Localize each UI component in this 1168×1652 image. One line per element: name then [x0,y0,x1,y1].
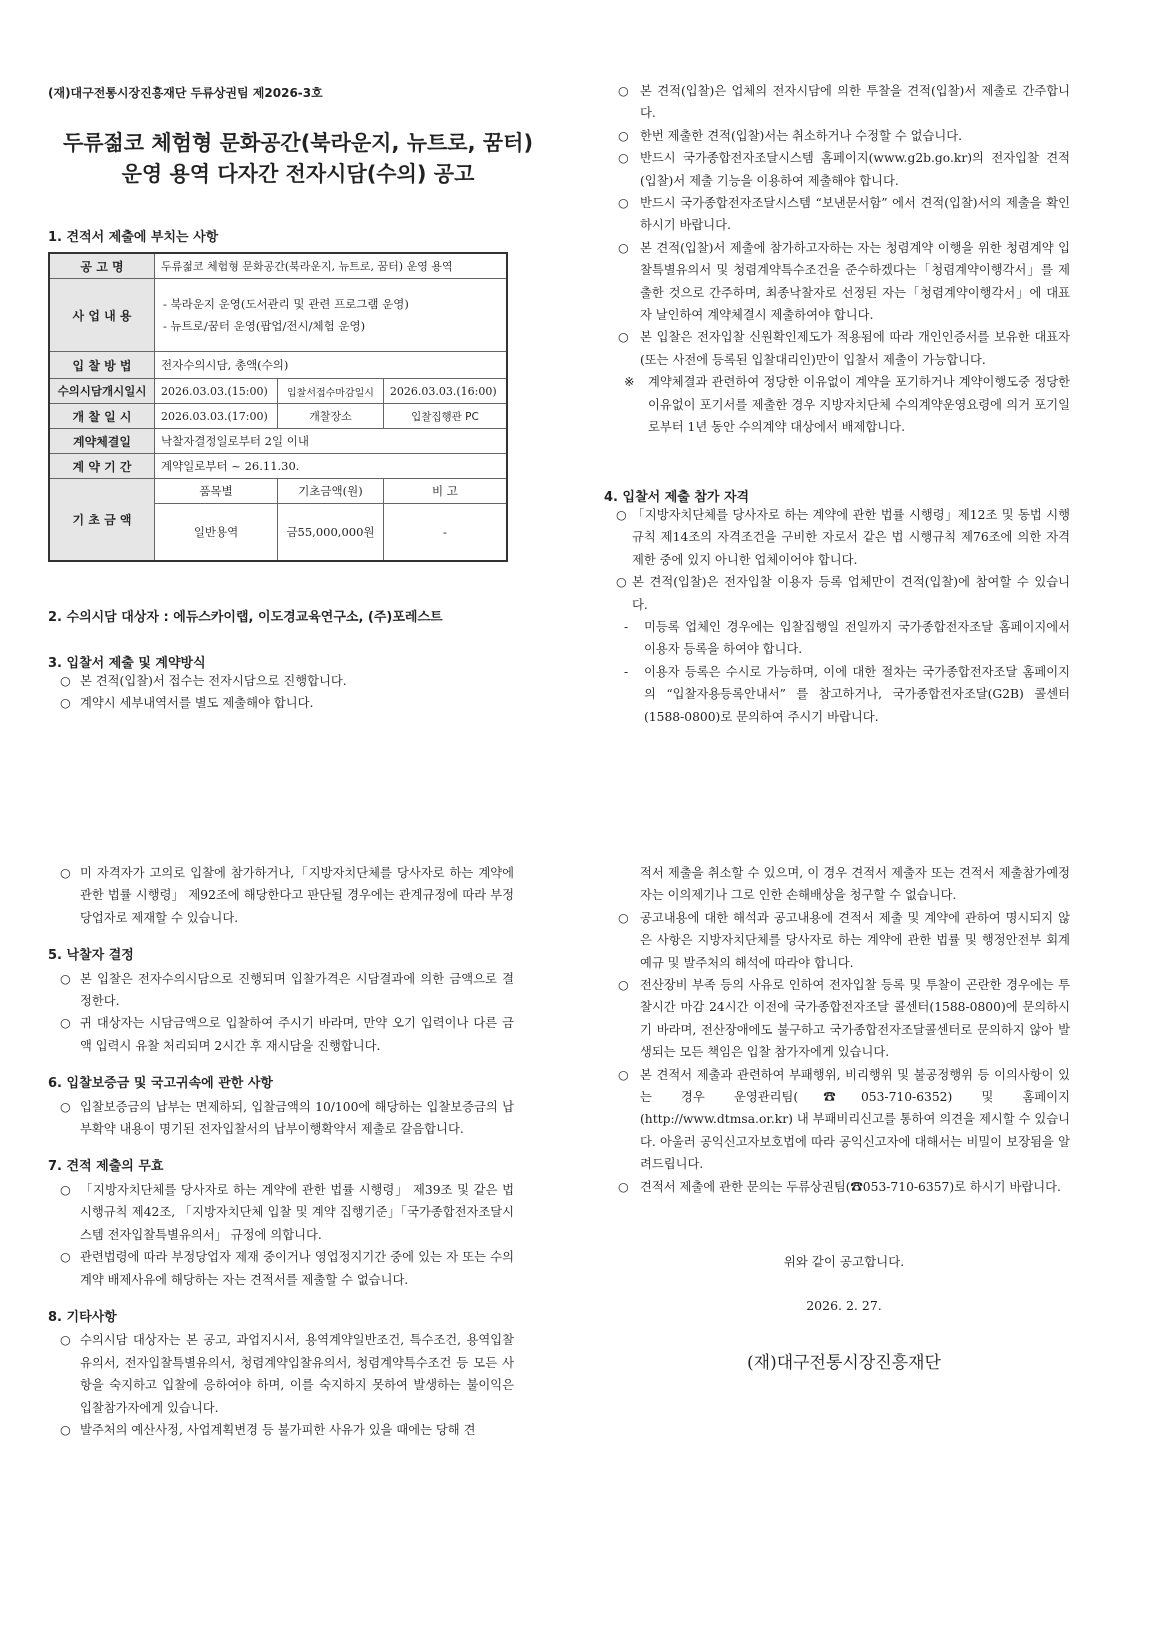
section-7-heading: 7. 견적 제출의 무효 [48,1159,164,1175]
bullet-text: 「지방자치단체를 당사자로 하는 계약에 관한 법률 시행령」 제39조 및 같은 법 시행규칙 제42조, 「지방자치단체 입찰 및 계약 집행기준」「국가종합전자조달시스템 전자입찰특별유의서」 규정에 의합니다. [80,1182,514,1242]
document-number: (재)대구전통시장진흥재단 두류상권팀 제2026-3호 [48,86,323,100]
section-4-heading: 4. 입찰서 제출 참가 자격 [604,490,750,505]
circle-bullet-icon: ○ [618,330,629,345]
bullet-text: 본 견적(입찰)서 제출에 참가하고자하는 자는 청렴계약 이행을 위한 청렴계약 입찰특별유의서 및 청렴계약특수조건을 준수하겠다는「청렴계약이행각서」를 제출한 것으로 간주하며, 최종낙찰자로 선정된 자는「청렴계약이행각서」에 대표자 날인하여 계약체결시 제출하여야 합니다. [640,240,1070,323]
circle-bullet-icon: ○ [618,978,629,993]
label-business-content: 사 업 내 용 [49,279,155,352]
header-base-amount: 기초금액(원) [278,479,384,504]
bullet-text: 반드시 국가종합전자조달시스템 홈페이지(www.g2b.go.kr)의 전자입찰 견적(입찰)서 제출 기능을 이용하여 제출해야 합니다. [640,151,1070,188]
list-item [604,571,1070,616]
list-item [618,147,1070,192]
bullet-text: 수의시담 대상자는 본 공고, 과업지시서, 용역계약일반조건, 특수조건, 용역입찰유의서, 전자입찰특별유의서, 청렴계약입찰유의서, 청렴계약특수조건 등 모든 사항을 숙지하고 입찰에 응하여야 하며, 이를 숙지하지 못하여 발생하는 불이익은 입찰참가자에게 있습니다. [80,1333,514,1415]
page2-right-column [618,862,1070,1198]
label-negotiation-start: 수의시담개시일시 [49,379,155,404]
bullet-text: 본 견적(입찰)서 접수는 전자시담으로 진행합니다. [80,674,347,688]
list-item [48,692,518,714]
circle-bullet-icon: ○ [618,1179,629,1194]
bullet-text: 한번 제출한 견적(입찰)서는 취소하거나 수정할 수 없습니다. [640,128,963,143]
business-item-2: - 뉴트로/꿈터 운영(팝업/전시/체험 운영) [163,319,366,333]
list-item [604,504,1070,571]
list-item [618,125,1070,147]
list-item [48,1329,514,1419]
list-item [618,192,1070,237]
circle-bullet-icon: ○ [618,196,629,211]
list-item [618,1064,1070,1176]
list-item [618,974,1070,1064]
section-3-heading: 3. 입찰서 제출 및 계약방식 [48,656,206,671]
bullet-text: 미 자격자가 고의로 입찰에 참가하거나,「지방자치단체를 당사자로 하는 계약에 관한 법률 시행령」 제92조에 해당한다고 판단될 경우에는 관계규정에 따라 부정당업자로 제재할 수 있습니다. [80,866,514,925]
section-8-heading: 8. 기타사항 [48,1309,117,1325]
list-item [618,907,1070,974]
circle-bullet-icon: ○ [60,866,71,880]
section-2-heading: 2. 수의시담 대상자 : 에듀스카이랩, 이도경교육연구소, (주)포레스트 [48,610,443,625]
bullet-text: 입찰보증금의 납부는 면제하되, 입찰금액의 10/100에 해당하는 입찰보증금의 납부확약 내용이 명기된 전자입찰서의 납부이행확약서 제출로 갈음합니다. [80,1099,514,1137]
label-opening-place: 개찰장소 [278,404,384,429]
closing-statement: 위와 같이 공고합니다. [783,1254,905,1269]
bullet-text: 귀 대상자는 시담금액으로 입찰하여 주시기 바라며, 만약 오기 입력이나 다른 금액 입력시 유찰 처리되며 2시간 후 재시담을 진행합니다. [80,1016,514,1053]
circle-bullet-icon: ○ [618,84,629,98]
value-contract-period: 계약일로부터 ~ 26.11.30. [155,454,508,479]
list-item [48,1012,514,1057]
section-1-heading: 1. 견적서 제출에 부치는 사항 [48,230,219,245]
sub-item-text: 미등록 업체인 경우에는 입찰집행일 전일까지 국가종합전자조달 홈페이지에서 이용자 등록을 하여야 합니다. [644,620,1070,657]
bullet-text: 전산장비 부족 등의 사유로 인하여 전자입찰 등록 및 투찰이 곤란한 경우에는 투찰시간 마감 24시간 이전에 국가종합전자조달 콜센터(1588-0800)에 문의하시기 바라며, 전산장애에도 불구하고 국가종합전자조달콜센터로 문의하지 않아 발생되는 모든 책임은 입찰 참가자에게 있습니다. [640,978,1070,1060]
label-contract-conclusion: 계약체결일 [49,429,155,454]
note-text: 계약체결과 관련하여 정당한 이유없이 계약을 포기하거나 계약이행도중 정당한 이유없이 포기서를 제출한 경우 지방자치단체 수의계약운영요령에 의거 포기일로부터 1년 동안 수의계약 대상에서 배제합니다. [648,375,1070,435]
notice-title [48,128,548,190]
list-item [48,1096,514,1141]
list-item [48,670,518,692]
bullet-text: 반드시 국가종합전자조달시스템 “보낸문서함” 에서 견적(입찰)서의 제출을 확인하시기 바랍니다. [640,196,1070,233]
issuing-organization: (재)대구전통시장진흥재단 [747,1353,941,1373]
list-item [48,862,514,929]
circle-bullet-icon: ○ [60,1333,71,1348]
label-bid-method: 입 찰 방 법 [49,352,155,379]
value-contract-conclusion: 낙찰자결정일로부터 2일 이내 [155,429,508,454]
list-item [48,968,514,1013]
bullet-text: 본 견적(입찰)은 전자입찰 이용자 등록 업체만이 견적(입찰)에 참여할 수 있습니다. [632,575,1070,612]
bullet-text: 견적서 제출에 관한 문의는 두류상권팀(☎053-710-6357)로 하시기 바랍니다. [640,1179,1061,1194]
list-item [618,80,1070,125]
dash-icon: - [624,664,629,679]
value-business-content [155,279,508,352]
bullet-text: 본 견적(입찰)은 업체의 전자시담에 의한 투찰을 견적(입찰)서 제출로 간주합니다. [640,84,1070,121]
circle-bullet-icon: ○ [60,674,71,688]
sub-item [604,661,1070,728]
business-item-1: - 북라운지 운영(도서관리 및 관련 프로그램 운영) [163,297,409,311]
circle-bullet-icon: ○ [60,696,71,711]
bullet-text: 「지방자치단체를 당사자로 하는 계약에 관한 법률 시행령」제12조 및 동법 시행규칙 제14조의 자격조건을 구비한 자로서 같은 법 시행규칙 제76조에 의한 자격제한 중에 있지 아니한 업체이어야 합니다. [632,508,1070,567]
list-item [618,1176,1070,1198]
list-item [48,1179,514,1246]
value-item: 일반용역 [155,504,278,562]
circle-bullet-icon: ○ [618,128,629,143]
section-5-heading: 5. 낙찰자 결정 [48,948,134,964]
title-line-1: 두류젊코 체험형 문화공간(북라운지, 뉴트로, 꿈터) [62,131,534,155]
reference-mark-icon: ※ [624,375,635,390]
label-contract-period: 계 약 기 간 [49,454,155,479]
label-notice-name: 공 고 명 [49,253,155,279]
value-bid-deadline: 2026.03.03.(16:00) [383,379,507,404]
circle-bullet-icon: ○ [618,240,629,255]
circle-bullet-icon: ○ [60,1182,71,1197]
sub-item-text: 이용자 등록은 수시로 가능하며, 이에 대한 절차는 국가종합전자조달 홈페이지의 “입찰자용등록안내서” 를 참고하거나, 국가종합전자조달(G2B) 콜센터(1588-0800)로 문의하여 주시기 바랍니다. [644,664,1070,724]
circle-bullet-icon: ○ [616,508,627,522]
circle-bullet-icon: ○ [618,910,629,925]
list-item [48,1419,514,1441]
title-line-2: 운영 용역 다자간 전자시담(수의) 공고 [121,162,475,186]
bullet-text: 계약시 세부내역서를 별도 제출해야 합니다. [80,696,314,711]
notice-date: 2026. 2. 27. [806,1298,882,1313]
header-remarks: 비 고 [383,479,507,504]
bullet-text: 발주처의 예산사정, 사업계획변경 등 불가피한 사유가 있을 때에는 당해 견 [80,1422,476,1437]
label-opening-date: 개 찰 일 시 [49,404,155,429]
value-notice-name: 두류젊코 체험형 문화공간(북라운지, 뉴트로, 꿈터) 운영 용역 [155,253,508,279]
bullet-text: 본 견적서 제출과 관련하여 부패행위, 비리행위 및 불공정행위 등 이의사항이 있는 경우 운영관리팀(☎053-710-6352) 및 홈페이지(http://www.dtmsa.or.kr) 내 부패비리신고를 통하여 의견을 제시할 수 있습니다. 아울러 공익신고자보호법에 따라 공익신고자에 대해서는 비밀이 보장됨을 알려드립니다. [640,1067,1070,1172]
label-bid-deadline: 입찰서접수마감일시 [278,379,384,404]
value-negotiation-start: 2026.03.03.(15:00) [155,379,278,404]
value-remarks: - [383,504,507,562]
bullet-text: 본 입찰은 전자수의시담으로 진행되며 입찰가격은 시담결과에 의한 금액으로 결정한다. [80,971,514,1009]
page2-left-column [48,862,514,1441]
section-6-heading: 6. 입찰보증금 및 국고귀속에 관한 사항 [48,1076,273,1092]
circle-bullet-icon: ○ [618,151,629,166]
bullet-text: 공고내용에 대한 해석과 공고내용에 견적서 제출 및 계약에 관하여 명시되지 않은 사항은 지방자치단체를 당사자로 하는 계약에 관한 법률 및 행정안전부 회계예규 및 발주처의 해석에 따라야 합니다. [640,910,1070,970]
value-opening-place: 입찰집행관 PC [383,404,507,429]
dash-icon: - [624,620,629,635]
bullet-text: 본 입찰은 전자입찰 신원확인제도가 적용됨에 따라 개인인증서를 보유한 대표자(또는 사전에 등록된 입찰대리인)만이 입찰서 제출이 가능합니다. [640,330,1070,367]
sub-item [604,616,1070,661]
circle-bullet-icon: ○ [60,1099,71,1114]
circle-bullet-icon: ○ [60,1250,71,1265]
bullet-text: 관련법령에 따라 부정당업자 제재 중이거나 영업정지기간 중에 있는 자 또는 수의계약 배제사유에 해당하는 자는 견적서를 제출할 수 없습니다. [80,1250,514,1287]
note-item [618,371,1070,438]
list-item [618,326,1070,371]
header-item: 품목별 [155,479,278,504]
value-bid-method: 전자수의시담, 총액(수의) [155,352,508,379]
continued-text: 적서 제출을 취소할 수 있으며, 이 경우 견적서 제출자 또는 견적서 제출참가예정자는 이의제기나 그로 인한 손해배상을 청구할 수 없습니다. [640,866,1070,903]
section-3-body [48,670,518,715]
value-base-amount: 금55,000,000원 [278,504,384,562]
section-4-body [604,504,1070,728]
circle-bullet-icon: ○ [60,971,71,986]
circle-bullet-icon: ○ [616,575,627,590]
list-item [48,1246,514,1291]
circle-bullet-icon: ○ [60,1422,71,1437]
right-column-bullets [618,80,1070,439]
circle-bullet-icon: ○ [60,1016,71,1031]
circle-bullet-icon: ○ [618,1067,629,1082]
list-item [618,237,1070,327]
bid-info-table [48,252,508,562]
label-base-amount: 기 초 금 액 [49,479,155,562]
value-opening-date: 2026.03.03.(17:00) [155,404,278,429]
